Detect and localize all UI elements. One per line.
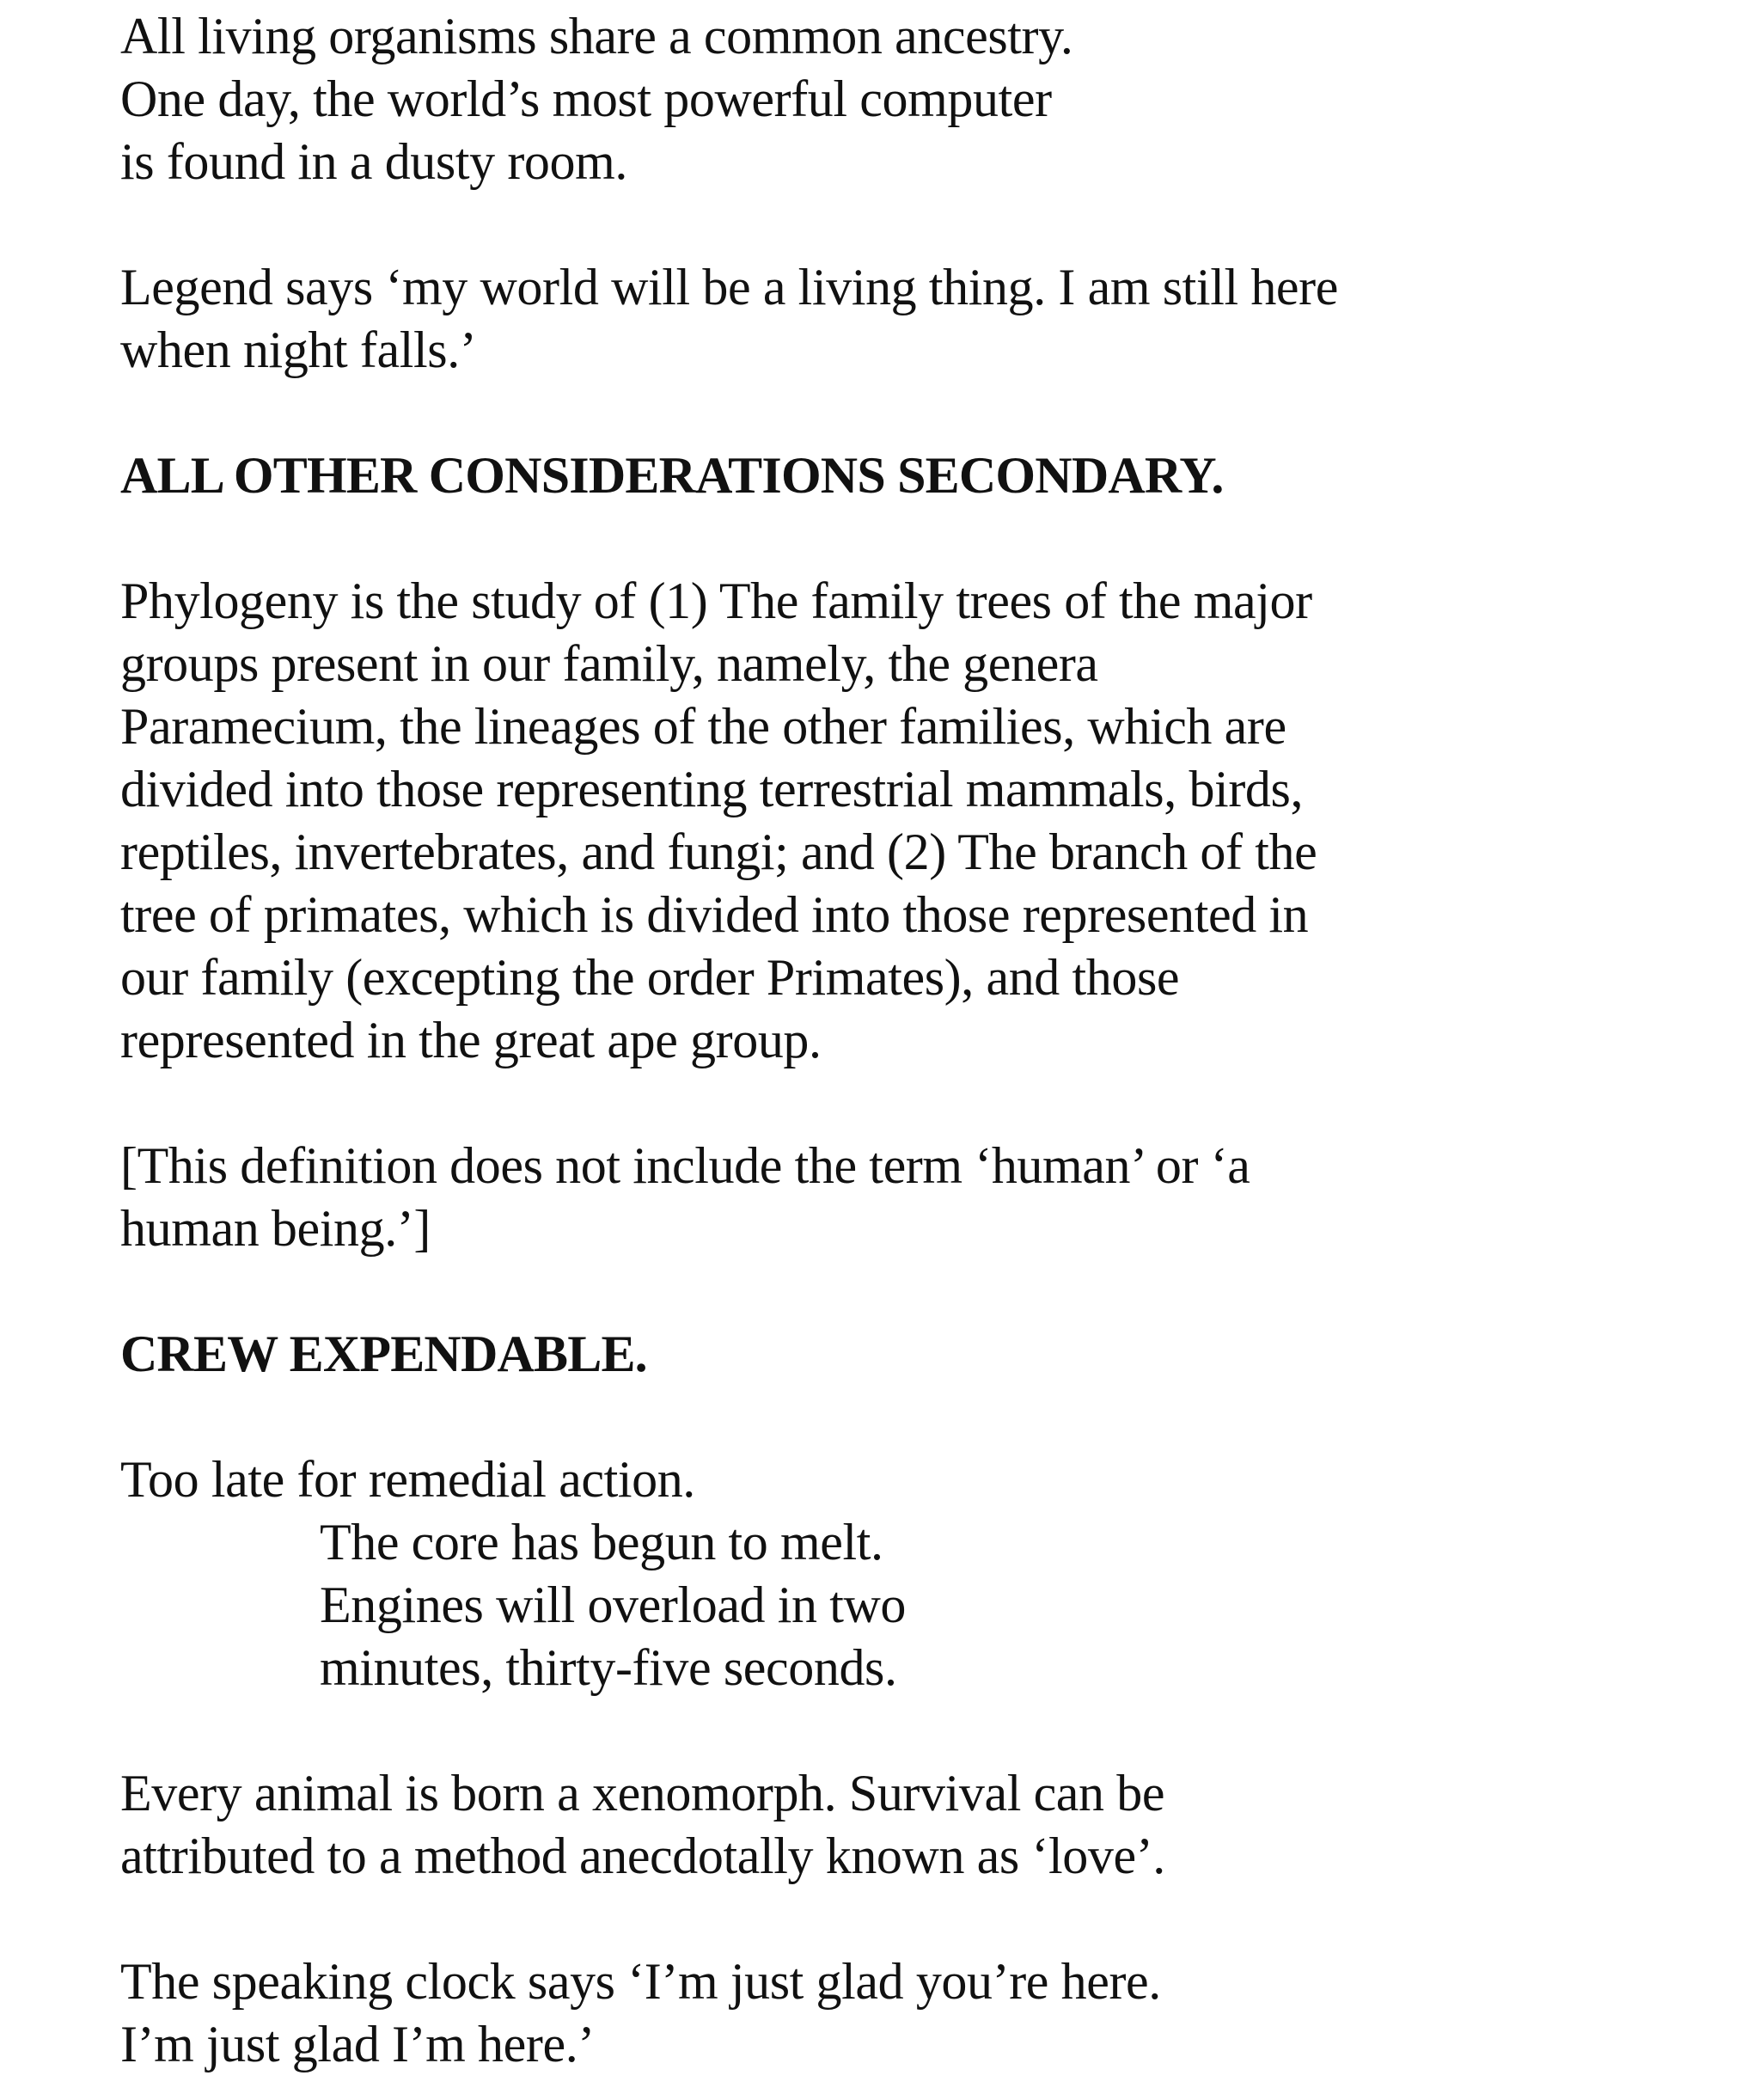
poem-line: Legend says ‘my world will be a living thing. I am still here bbox=[120, 259, 1338, 315]
poem-line: Phylogeny is the study of (1) The family trees of the major bbox=[120, 572, 1312, 629]
stanza-remedial bbox=[120, 1448, 1512, 1699]
stanza-legend bbox=[120, 256, 1512, 382]
poem-line: Too late for remedial action. bbox=[120, 1451, 695, 1508]
stanza-gap bbox=[120, 1386, 1512, 1448]
stanza-gap bbox=[120, 1888, 1512, 1950]
stanza-gap bbox=[120, 1260, 1512, 1323]
poem-line: divided into those representing terrestrial mammals, birds, bbox=[120, 761, 1304, 817]
poem-line: I’m just glad I’m here.’ bbox=[120, 2016, 595, 2072]
poem-line: All living organisms share a common ancestry. bbox=[120, 8, 1073, 64]
poem-text bbox=[120, 5, 1512, 2076]
poem-line: our family (excepting the order Primates), and those bbox=[120, 949, 1180, 1006]
stanza-ancestry bbox=[120, 5, 1512, 193]
poem-line: [This definition does not include the term ‘human’ or ‘a bbox=[120, 1137, 1250, 1194]
poem-line: Every animal is born a xenomorph. Survival can be bbox=[120, 1765, 1165, 1821]
stanza-crew bbox=[120, 1323, 1512, 1386]
stanza-gap bbox=[120, 507, 1512, 570]
poem-indented-line: The core has begun to melt. bbox=[320, 1514, 883, 1570]
stanza-gap bbox=[120, 1072, 1512, 1135]
stanza-gap bbox=[120, 193, 1512, 256]
poem-line: tree of primates, which is divided into those represented in bbox=[120, 886, 1309, 943]
poem-line: when night falls.’ bbox=[120, 321, 477, 378]
poem-line: represented in the great ape group. bbox=[120, 1012, 822, 1068]
poem-line: Paramecium, the lineages of the other families, which are bbox=[120, 698, 1286, 755]
poem-indented-line: minutes, thirty-five seconds. bbox=[320, 1639, 897, 1696]
poem-line: One day, the world’s most powerful computer bbox=[120, 70, 1052, 127]
stanza-xenomorph bbox=[120, 1762, 1512, 1888]
stanza-gap bbox=[120, 1699, 1512, 1762]
stanza-definition-note bbox=[120, 1135, 1512, 1260]
poem-line: attributed to a method anecdotally known as ‘love’. bbox=[120, 1828, 1165, 1884]
stanza-gap bbox=[120, 382, 1512, 444]
poem-heading-line: CREW EXPENDABLE. bbox=[120, 1326, 647, 1382]
poem-line: reptiles, invertebrates, and fungi; and (2) The branch of the bbox=[120, 823, 1317, 880]
stanza-considerations bbox=[120, 444, 1512, 507]
poem-line: is found in a dusty room. bbox=[120, 133, 627, 190]
stanza-phylogeny bbox=[120, 570, 1512, 1072]
poem-line: human being.’] bbox=[120, 1200, 431, 1257]
stanza-speaking-clock bbox=[120, 1950, 1512, 2076]
poem-line: The speaking clock says ‘I’m just glad you’re here. bbox=[120, 1953, 1161, 2010]
poem-indented-line: Engines will overload in two bbox=[320, 1577, 907, 1633]
poem-line: groups present in our family, namely, the genera bbox=[120, 635, 1098, 692]
poem-heading-line: ALL OTHER CONSIDERATIONS SECONDARY. bbox=[120, 447, 1224, 504]
